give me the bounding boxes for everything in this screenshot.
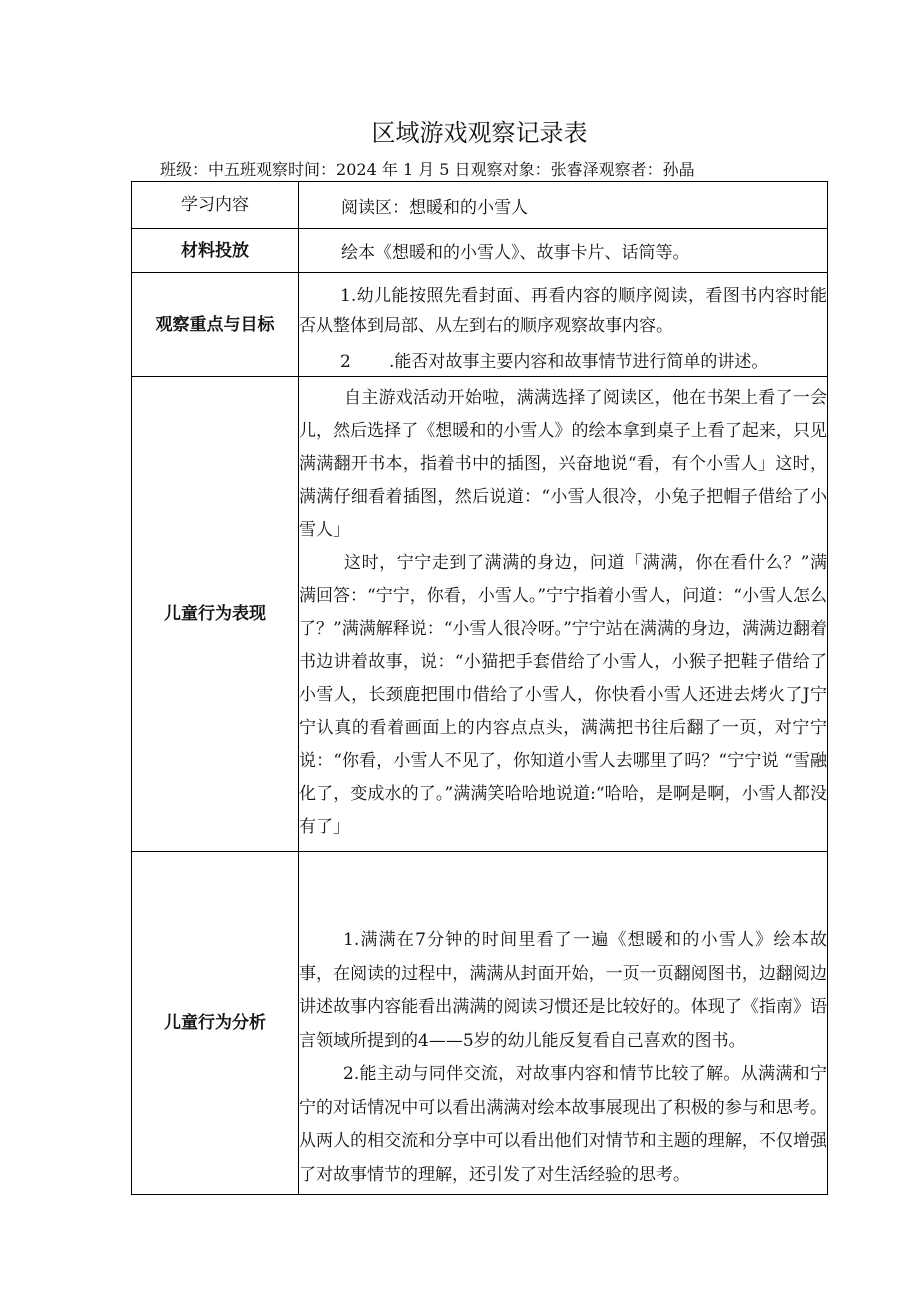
row-materials [132, 229, 827, 273]
focus-goal-item-2 [299, 347, 827, 376]
row-behavior-analysis [132, 852, 827, 1195]
child-behavior-paragraph-2: 这时，宁宁走到了满满的身边，问道「满满，你在看什么？”满满回答：“宁宁，你看，小雪人。”宁宁指着小雪人，问道：“小雪人怎么了？”满满解释说：“小雪人很冷呀。”宁宁站在满满的身边，满满边翻着书边讲着故事，说：“小猫把手套借给了小雪人，小猴子把鞋子借给了小雪人，长颈鹿把围巾借给了小雪人，你快看小雪人还进去烤火了J宁宁认真的看着画面上的内容点点头，满满把书往后翻了一页，对宁宁说：“你看，小雪人不见了，你知道小雪人去哪里了吗？“宁宁说 “雪融化了，变成水的了。”满满笑哈哈地说道:“哈哈，是啊是啊，小雪人都没有了」 [299, 553, 827, 837]
behavior-analysis-cell [299, 852, 827, 1194]
observer-value: 孙晶 [662, 160, 695, 179]
learning-content-cell [299, 182, 827, 228]
class-label: 班级： [160, 160, 209, 179]
subject-value: 张睿泽 [550, 160, 599, 179]
observer-label: 观察者： [598, 160, 663, 179]
focus-goal-item-2-text: .能否对故事主要内容和故事情节进行简单的讲述。 [389, 352, 769, 372]
focus-goals-label: 观察重点与目标 [132, 273, 299, 376]
row-learning-content [132, 182, 827, 229]
observation-table [131, 181, 828, 1195]
document-title: 区域游戏观察记录表 [371, 119, 588, 147]
child-behavior-cell [299, 377, 827, 851]
learning-content-label: 学习内容 [132, 182, 299, 228]
observation-info-line [160, 160, 695, 180]
behavior-analysis-paragraph-2: 2.能主动与同伴交流，对故事内容和情节比较了解。从满满和宁宁的对话情况中可以看出满满对绘本故事展现出了积极的参与和思考。从两人的相交流和分享中可以看出他们对情节和主题的理解，不仅增强了对故事情节的理解，还引发了对生活经验的思考。 [299, 1064, 827, 1185]
subject-label: 观察对象： [470, 160, 551, 179]
focus-goals-cell [299, 273, 827, 376]
time-value: 2024 年 1 月 5 日 [336, 160, 471, 179]
behavior-analysis-label: 儿童行为分析 [132, 852, 299, 1194]
materials-label: 材料投放 [132, 229, 299, 272]
time-label: 观察时间： [256, 160, 337, 179]
row-child-behavior [132, 377, 827, 852]
behavior-analysis-paragraph-1: 1.满满在7分钟的时间里看了一遍《想暖和的小雪人》绘本故事，在阅读的过程中，满满从封面开始，一页一页翻阅图书，边翻阅边讲述故事内容能看出满满的阅读习惯还是比较好的。体现了《指南》语言领域所提到的4——5岁的幼儿能反复看自己喜欢的图书。 [299, 930, 827, 1051]
materials-value: 绘本《想暖和的小雪人》、故事卡片、话筒等。 [341, 243, 690, 263]
materials-cell [299, 229, 827, 272]
focus-goal-item-1: 1.幼儿能按照先看封面、再看内容的顺序阅读，看图书内容时能否从整体到局部、从左到右的顺序观察故事内容。 [299, 286, 827, 336]
child-behavior-paragraph-1: 自主游戏活动开始啦，满满选择了阅读区，他在书架上看了一会儿，然后选择了《想暖和的小雪人》的绘本拿到桌子上看了起来，只见满满翻开书本，指着书中的插图，兴奋地说“看，有个小雪人」这时，满满仔细看着插图，然后说道：“小雪人很冷，小兔子把帽子借给了小雪人」 [299, 388, 827, 540]
focus-goal-item-2-number: 2 [340, 352, 351, 372]
class-value: 中五班 [208, 160, 257, 179]
learning-content-value: 阅读区：想暖和的小雪人 [341, 197, 528, 218]
child-behavior-label: 儿童行为表现 [132, 377, 299, 851]
row-focus-goals [132, 273, 827, 377]
